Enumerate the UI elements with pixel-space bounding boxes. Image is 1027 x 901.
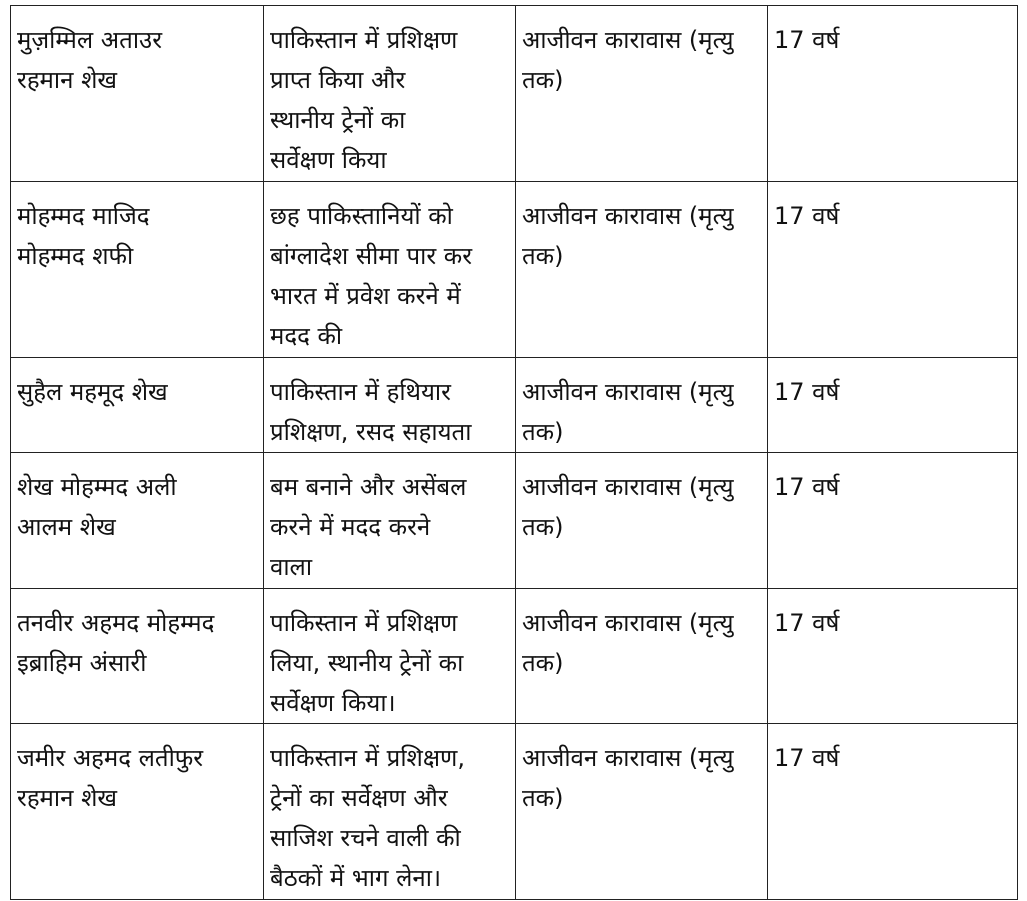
convict-name-cell	[11, 182, 264, 358]
age-value: 17 वर्ष	[774, 202, 840, 230]
offence-line: मदद की	[270, 322, 343, 350]
convict-name-line: शेख मोहम्मद अली	[17, 473, 177, 501]
offence-line: छह पाकिस्तानियों को	[270, 202, 453, 230]
age-cell	[768, 6, 1018, 182]
offence-line: पाकिस्तान में प्रशिक्षण,	[270, 744, 466, 772]
offence-line: बांग्लादेश सीमा पार कर	[270, 242, 473, 270]
age-cell	[768, 589, 1018, 724]
age-value: 17 वर्ष	[774, 26, 840, 54]
convicts-table	[10, 5, 1018, 900]
offence-line: बम बनाने और असेंबल	[270, 473, 467, 501]
sentence-cell	[516, 358, 768, 453]
offence-line: बैठकों में भाग लेना।	[270, 864, 442, 892]
offence-line: स्थानीय ट्रेनों का	[270, 106, 406, 134]
offence-line: पाकिस्तान में प्रशिक्षण	[270, 609, 458, 637]
sentence-line: आजीवन कारावास (मृत्यु	[522, 744, 734, 772]
offence-line: प्रशिक्षण, रसद सहायता	[270, 418, 472, 446]
offence-line: साजिश रचने वाली की	[270, 824, 461, 852]
sentence-line: तक)	[522, 66, 564, 94]
sentence-cell	[516, 6, 768, 182]
convict-name-cell	[11, 358, 264, 453]
convict-name-line: रहमान शेख	[17, 66, 118, 94]
sentence-line: आजीवन कारावास (मृत्यु	[522, 26, 734, 54]
offence-line: पाकिस्तान में प्रशिक्षण	[270, 26, 458, 54]
age-cell	[768, 453, 1018, 589]
table-row	[11, 6, 1018, 182]
offence-cell	[264, 724, 516, 900]
convict-name-cell	[11, 589, 264, 724]
sentence-line: तक)	[522, 784, 564, 812]
sentence-cell	[516, 589, 768, 724]
table-row	[11, 724, 1018, 900]
sentence-cell	[516, 724, 768, 900]
convict-name-line: रहमान शेख	[17, 784, 118, 812]
age-cell	[768, 358, 1018, 453]
convict-name-cell	[11, 6, 264, 182]
offence-line: भारत में प्रवेश करने में	[270, 282, 461, 310]
table-row	[11, 589, 1018, 724]
sentence-line: आजीवन कारावास (मृत्यु	[522, 202, 734, 230]
offence-line: सर्वेक्षण किया।	[270, 689, 396, 717]
age-cell	[768, 182, 1018, 358]
offence-line: सर्वेक्षण किया	[270, 146, 387, 174]
convict-name-line: मोहम्मद शफी	[17, 242, 134, 270]
offence-line: ट्रेनों का सर्वेक्षण और	[270, 784, 448, 812]
offence-cell	[264, 589, 516, 724]
offence-cell	[264, 358, 516, 453]
sentence-line: तक)	[522, 242, 564, 270]
age-cell	[768, 724, 1018, 900]
offence-line: वाला	[270, 553, 313, 581]
age-value: 17 वर्ष	[774, 744, 840, 772]
convict-name-line: आलम शेख	[17, 513, 116, 541]
convict-name-cell	[11, 453, 264, 589]
sentence-line: तक)	[522, 513, 564, 541]
convict-name-cell	[11, 724, 264, 900]
table-row	[11, 358, 1018, 453]
sentence-line: आजीवन कारावास (मृत्यु	[522, 609, 734, 637]
offence-cell	[264, 453, 516, 589]
offence-line: पाकिस्तान में हथियार	[270, 378, 451, 406]
convict-name-line: जमीर अहमद लतीफुर	[17, 744, 204, 772]
sentence-line: आजीवन कारावास (मृत्यु	[522, 378, 734, 406]
offence-line: लिया, स्थानीय ट्रेनों का	[270, 649, 464, 677]
offence-cell	[264, 6, 516, 182]
sentence-cell	[516, 453, 768, 589]
offence-line: प्राप्त किया और	[270, 66, 406, 94]
sentence-line: तक)	[522, 649, 564, 677]
convict-name-line: मुज़म्मिल अताउर	[17, 26, 163, 54]
convict-name-line: इब्राहिम अंसारी	[17, 649, 147, 677]
sentence-line: आजीवन कारावास (मृत्यु	[522, 473, 734, 501]
age-value: 17 वर्ष	[774, 378, 840, 406]
convict-name-line: सुहैल महमूद शेख	[17, 378, 168, 406]
sentence-cell	[516, 182, 768, 358]
sentence-line: तक)	[522, 418, 564, 446]
age-value: 17 वर्ष	[774, 473, 840, 501]
convict-name-line: तनवीर अहमद मोहम्मद	[17, 609, 215, 637]
table-row	[11, 453, 1018, 589]
age-value: 17 वर्ष	[774, 609, 840, 637]
table-row	[11, 182, 1018, 358]
offence-line: करने में मदद करने	[270, 513, 431, 541]
convict-name-line: मोहम्मद माजिद	[17, 202, 150, 230]
offence-cell	[264, 182, 516, 358]
